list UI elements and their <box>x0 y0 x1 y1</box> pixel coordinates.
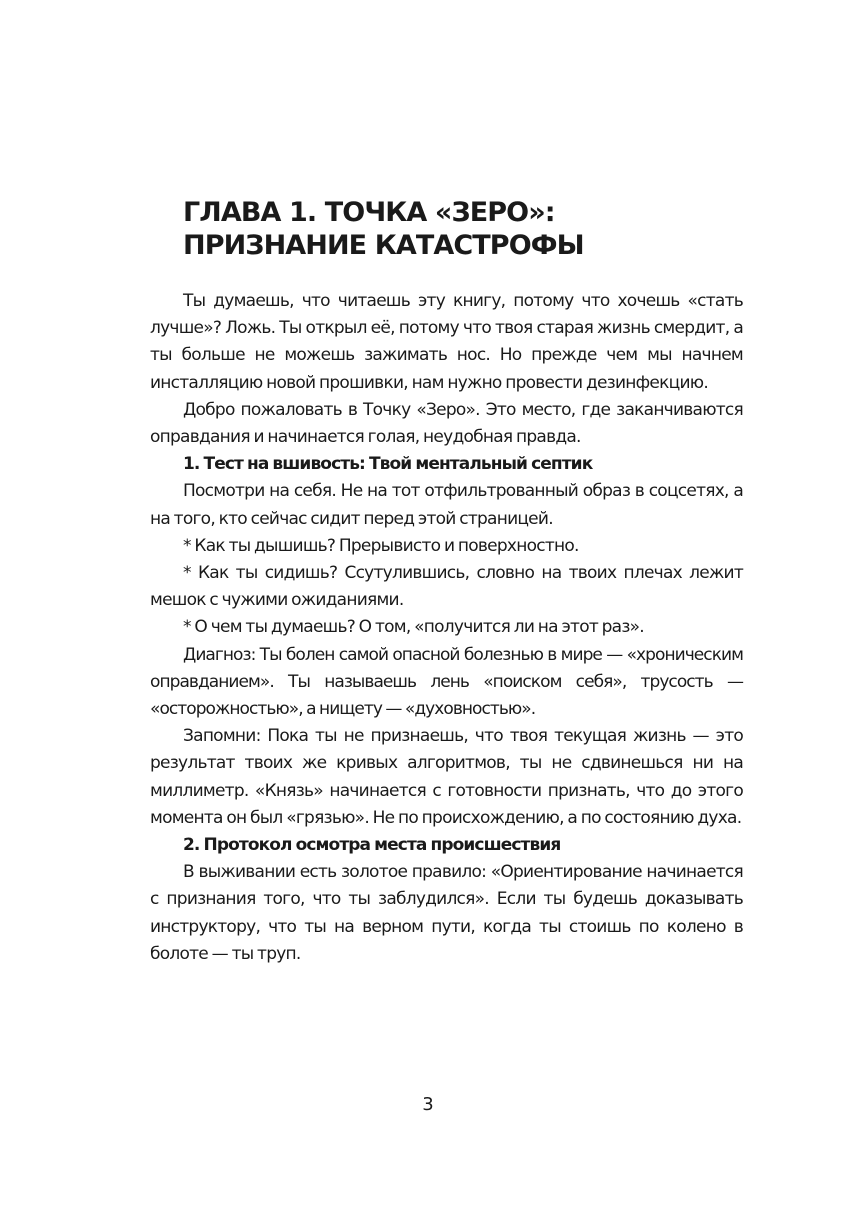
chapter-title-line-2: ПРИЗНАНИЕ КАТАСТРОФЫ <box>183 230 584 261</box>
section-heading-1: 1. Тест на вшивость: Твой ментальный септик <box>183 454 593 475</box>
chapter-body <box>150 288 743 968</box>
list-item-sitting: * Как ты сидишь? Ссутулившись, словно на твоих плечах лежит мешок с чужими ожиданиями. <box>150 563 743 611</box>
section-heading-2: 2. Протокол осмотра места происшествия <box>183 835 561 856</box>
paragraph-survival-rule: В выживании есть золотое правило: «Ориентирование начинается с признания того, что ты заблудился». Если ты будешь доказывать инструктору, что ты на верном пути, когда ты стоишь по колено в болоте — ты труп. <box>150 862 743 964</box>
paragraph-diagnosis: Диагноз: Ты болен самой опасной болезнью в мире — «хроническим оправданием». Ты называешь лень «поиском себя», трусость — «осторожностью», а нищету — «духовностью». <box>150 644 743 720</box>
page-number: 3 <box>422 1094 434 1115</box>
chapter-title <box>183 196 763 262</box>
paragraph-look-at-yourself: Посмотри на себя. Не на тот отфильтрованный образ в соцсетях, а на того, кто сейчас сидит перед этой страницей. <box>150 481 743 529</box>
paragraph-remember: Запомни: Пока ты не признаешь, что твоя текущая жизнь — это результат твоих же кривых алгоритмов, ты не сдвинешься ни на миллиметр. «Князь» начинается с готовности признать, что до этого момента он был «грязью». Не по происхождению, а по состоянию духа. <box>150 726 743 828</box>
chapter-title-line-1: ГЛАВА 1. ТОЧКА «ЗЕРО»: <box>183 197 555 228</box>
list-item-thinking: * О чем ты думаешь? О том, «получится ли на этот раз». <box>183 617 644 638</box>
paragraph-intro: Ты думаешь, что читаешь эту книгу, потому что хочешь «стать лучше»? Ложь. Ты открыл её, потому что твоя старая жизнь смердит, а ты больше не можешь зажимать нос. Но прежде чем мы начнем инсталляцию новой прошивки, нам нужно провести дезинфекцию. <box>150 291 743 393</box>
list-item-breathing: * Как ты дышишь? Прерывисто и поверхностно. <box>183 535 579 556</box>
paragraph-welcome: Добро пожаловать в Точку «Зеро». Это место, где заканчиваются оправдания и начинается голая, неудобная правда. <box>150 399 743 448</box>
